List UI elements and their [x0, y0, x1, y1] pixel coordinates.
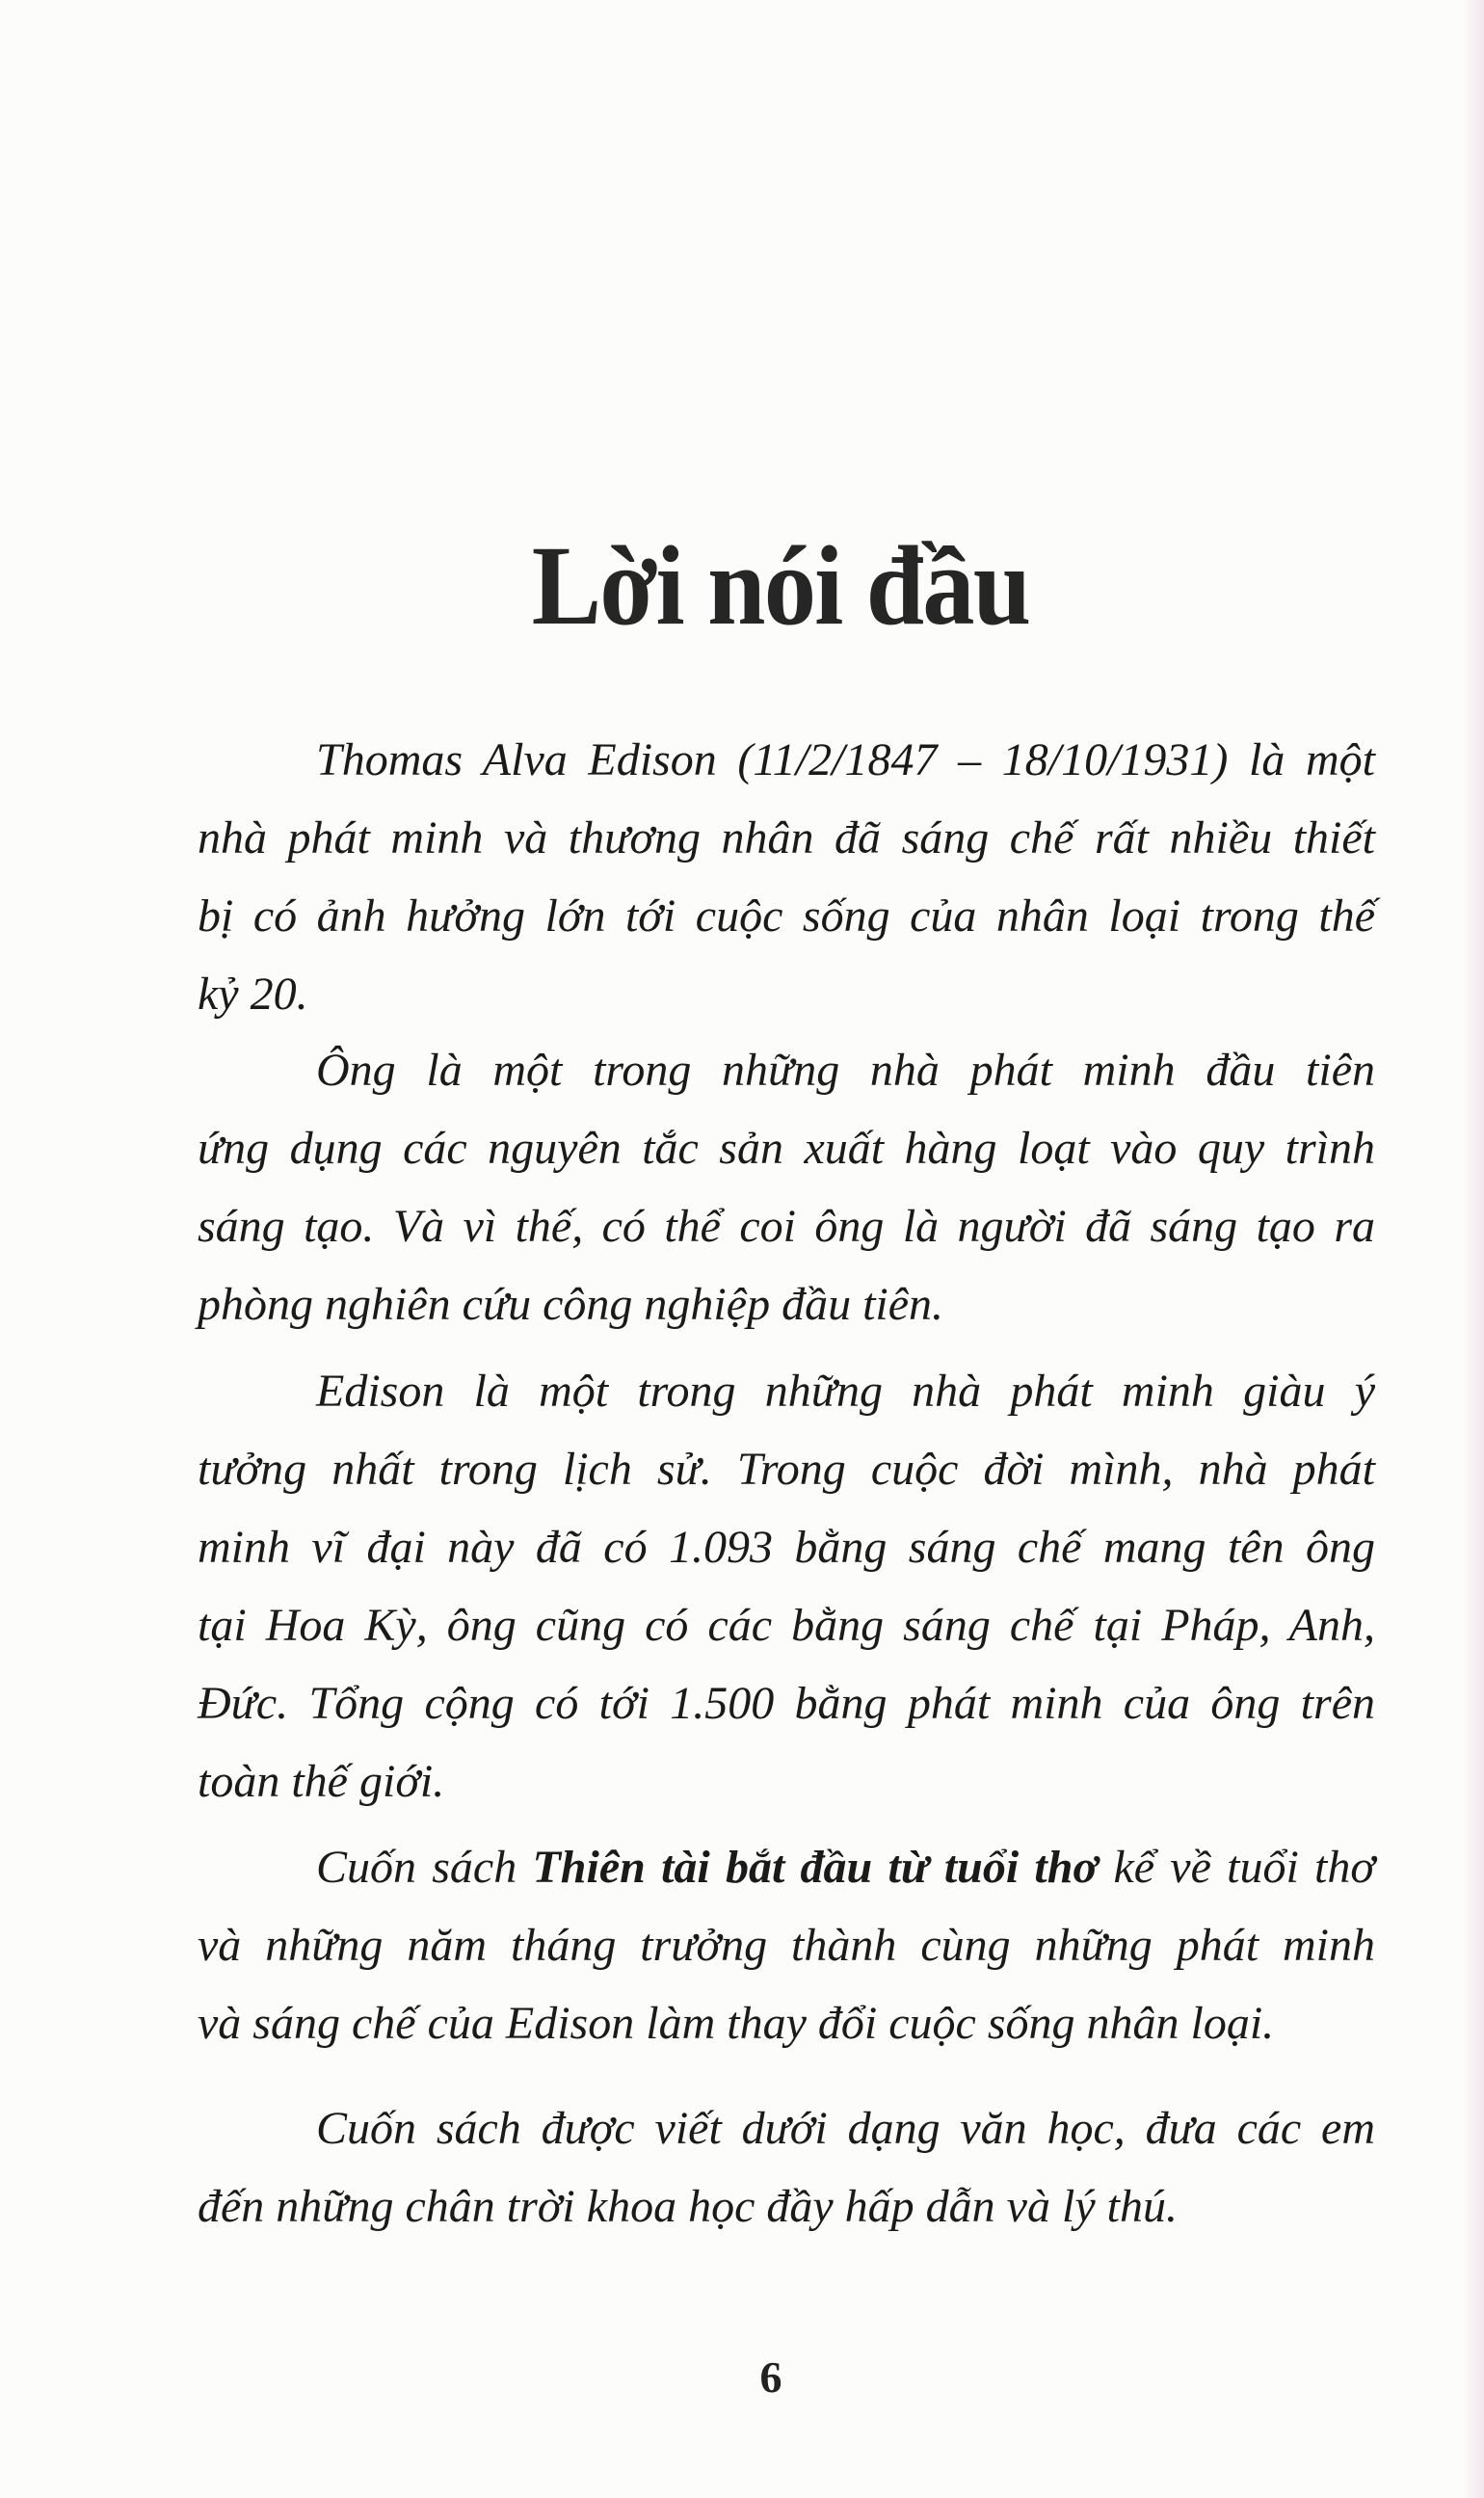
text-line: Đức. Tổng cộng có tới 1.500 bằng phát minh của ông trên: [198, 1678, 1375, 1729]
paragraph-1: [198, 721, 1375, 1033]
text-line: Cuốn sách được viết dưới dạng văn học, đưa các em: [316, 2103, 1375, 2154]
text-line: toàn thế giới.: [198, 1756, 445, 1807]
text-line: và sáng chế của Edison làm thay đổi cuộc sống nhân loại.: [198, 1998, 1275, 2049]
text-line: minh vĩ đại này đã có 1.093 bằng sáng chế mang tên ông: [198, 1522, 1375, 1573]
text-line: nhà phát minh và thương nhân đã sáng chế rất nhiều thiết: [198, 812, 1375, 864]
text-line: tại Hoa Kỳ, ông cũng có các bằng sáng chế tại Pháp, Anh,: [198, 1600, 1375, 1651]
text-span: Cuốn sách: [316, 1842, 533, 1893]
text-span: kể về tuổi thơ: [1098, 1842, 1376, 1893]
text-line: và những năm tháng trưởng thành cùng những phát minh: [198, 1920, 1375, 1971]
paragraph-5: [198, 2089, 1375, 2246]
text-line: bị có ảnh hưởng lớn tới cuộc sống của nhân loại trong thế: [198, 890, 1375, 942]
text-line: phòng nghiên cứu công nghiệp đầu tiên.: [198, 1279, 944, 1330]
text-line: kỷ 20.: [198, 969, 308, 1020]
text-line: tưởng nhất trong lịch sử. Trong cuộc đời mình, nhà phát: [198, 1444, 1375, 1495]
page-edge: [1463, 0, 1484, 2498]
page-number: 6: [759, 2352, 782, 2402]
book-title: Thiên tài bắt đầu từ tuổi thơ: [532, 1842, 1099, 1893]
text-line: Thomas Alva Edison (11/2/1847 – 18/10/1931) là một: [316, 734, 1375, 785]
paragraph-3: [198, 1352, 1375, 1820]
text-line: [198, 1828, 1375, 1906]
text-line: ứng dụng các nguyên tắc sản xuất hàng loạt vào quy trình: [198, 1123, 1375, 1174]
paragraph-2: [198, 1031, 1375, 1343]
paragraph-4: [198, 1828, 1375, 2062]
text-line: đến những chân trời khoa học đầy hấp dẫn và lý thú.: [198, 2181, 1178, 2232]
page-title: Lời nói đầu: [531, 522, 1030, 650]
text-line: sáng tạo. Và vì thế, có thể coi ông là người đã sáng tạo ra: [198, 1201, 1375, 1252]
text-line: Ông là một trong những nhà phát minh đầu tiên: [316, 1045, 1375, 1096]
text-line: Edison là một trong những nhà phát minh giàu ý: [316, 1366, 1375, 1417]
